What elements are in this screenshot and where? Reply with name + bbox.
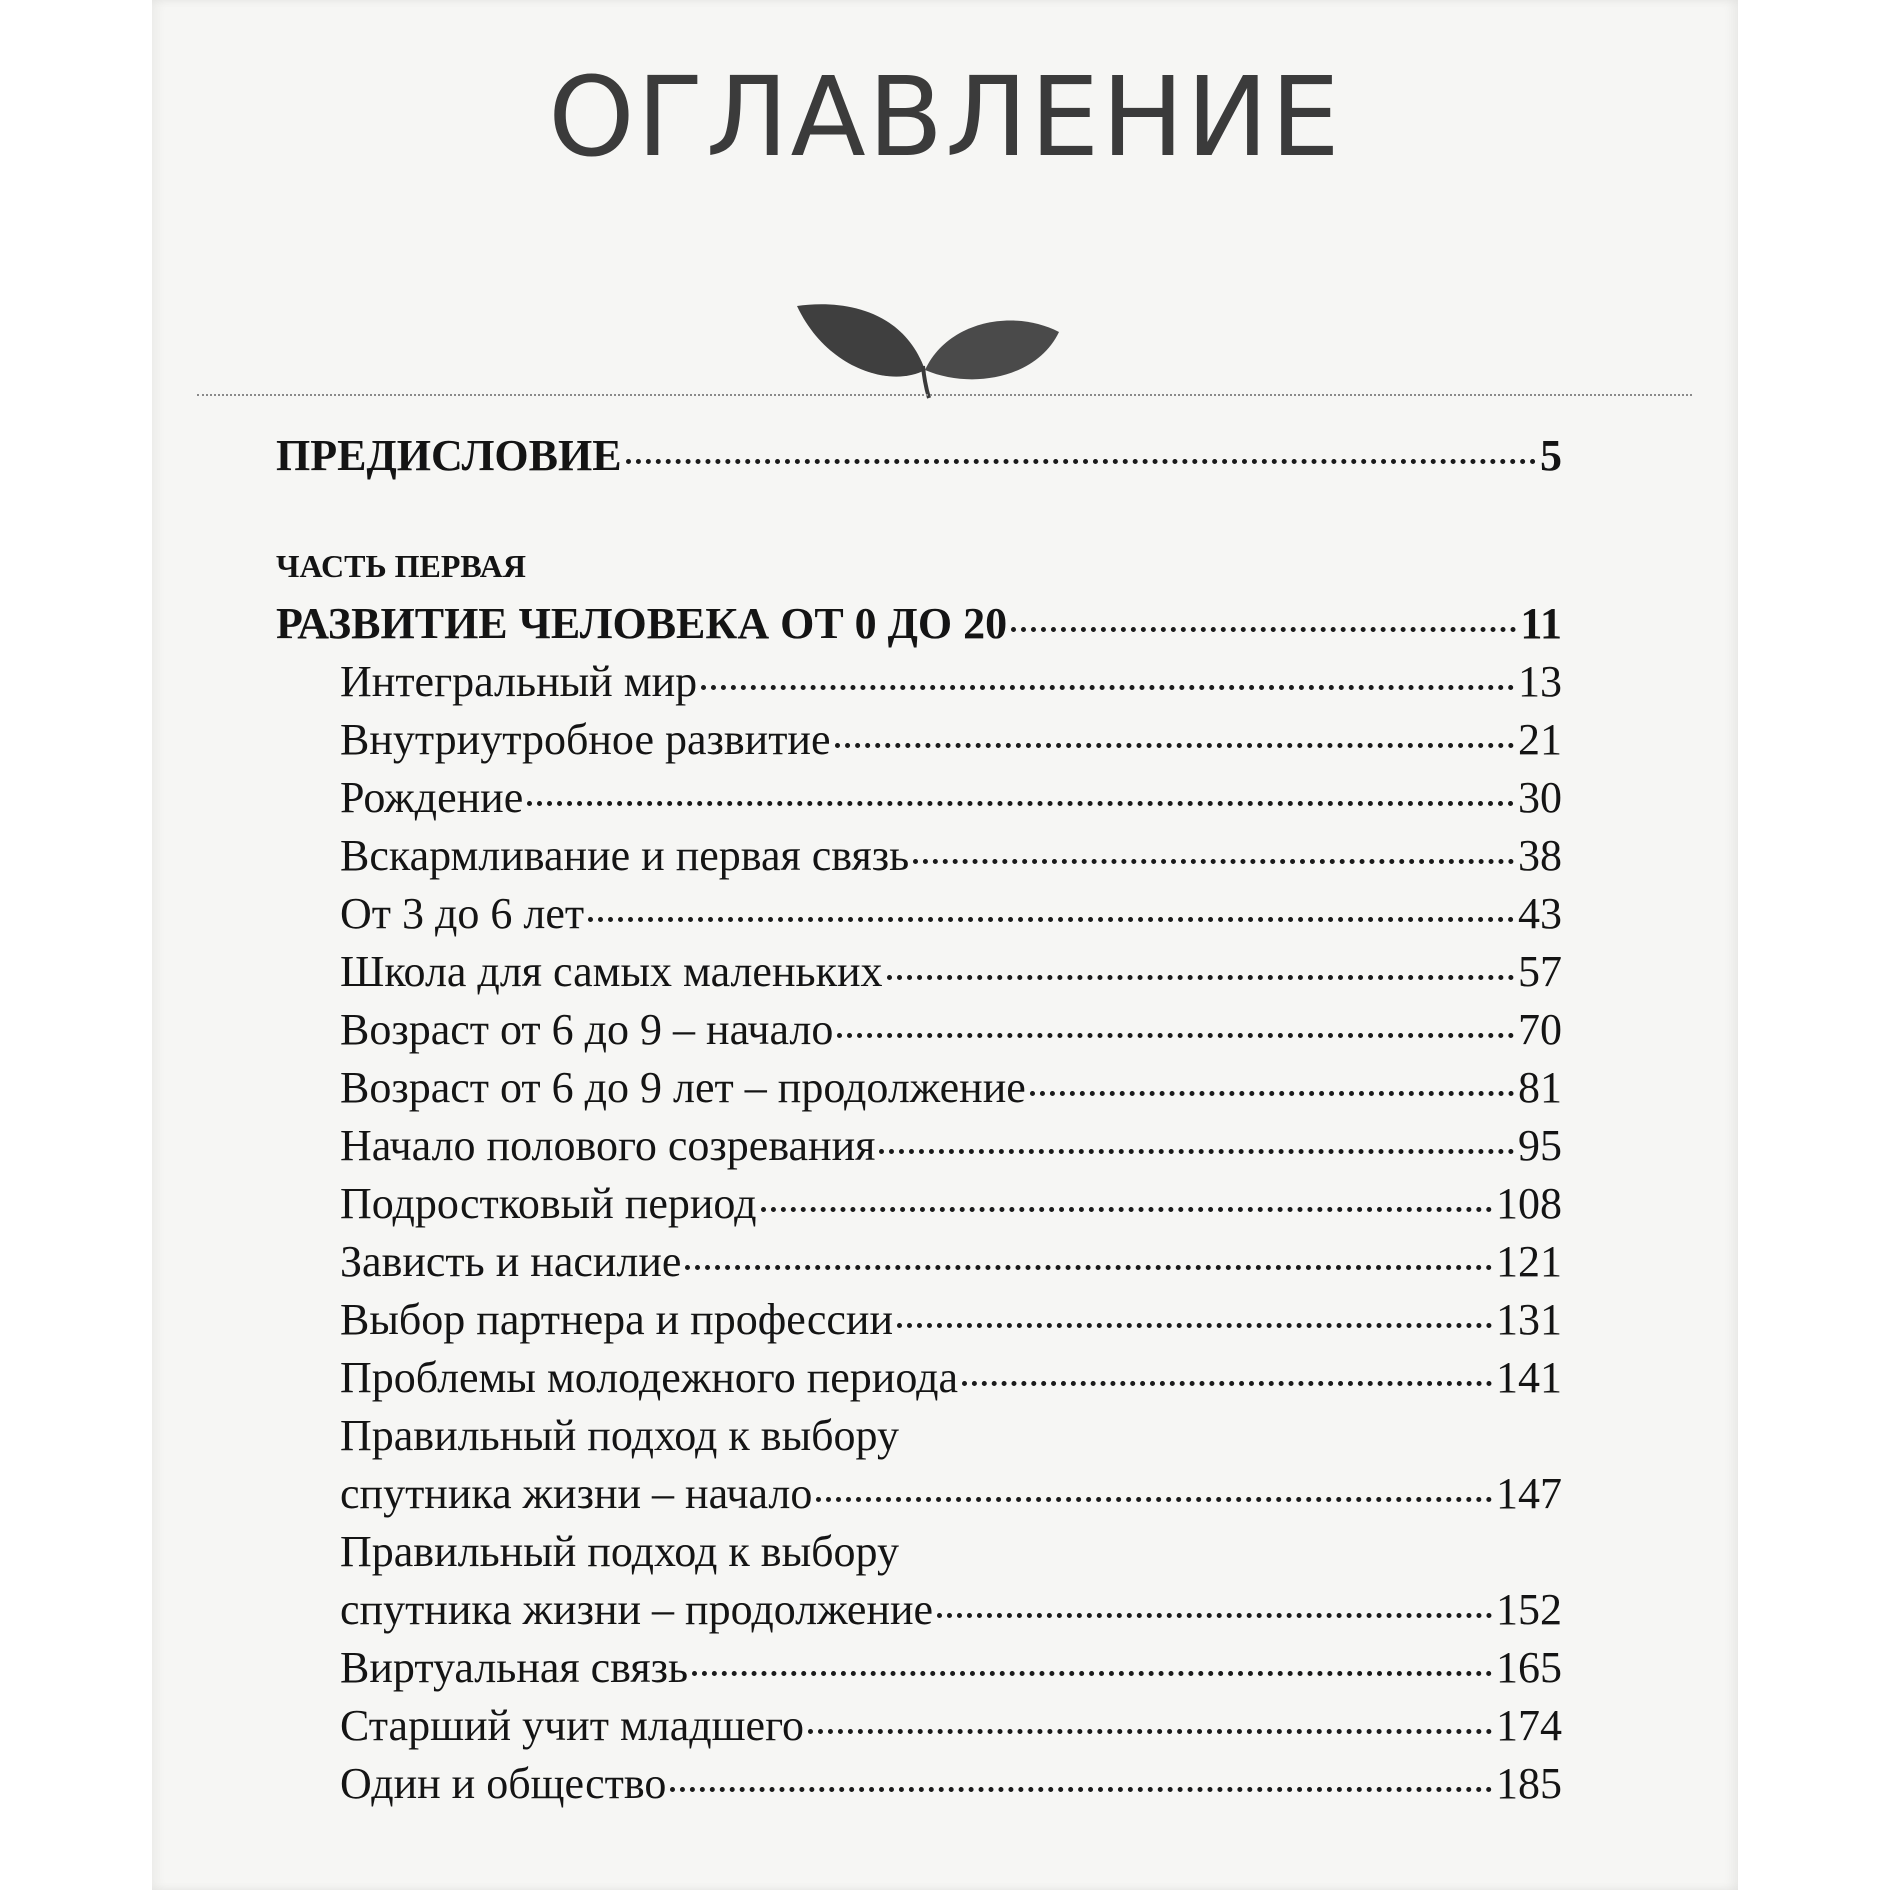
toc-entry-foreword[interactable]	[276, 430, 1562, 481]
toc-entry[interactable]	[340, 946, 1562, 997]
page-title: ОГЛАВЛЕНИЕ	[548, 53, 1342, 181]
part-label: ЧАСТЬ ПЕРВАЯ	[276, 548, 526, 584]
toc-entry[interactable]	[340, 1294, 1562, 1345]
dot-leader	[816, 1497, 1492, 1502]
toc-entry-label: Школа для самых маленьких	[340, 947, 883, 996]
dot-leader	[962, 1381, 1492, 1386]
dot-leader	[897, 1323, 1492, 1328]
toc-entry[interactable]	[340, 830, 1562, 881]
toc-entry-label: Возраст от 6 до 9 лет – продолжение	[340, 1063, 1026, 1112]
section-divider	[197, 394, 1692, 396]
book-page	[152, 0, 1738, 1890]
toc-entry[interactable]	[340, 714, 1562, 765]
toc-entry-part-title[interactable]	[276, 598, 1562, 649]
toc-entry-label: спутника жизни – начало	[340, 1469, 813, 1518]
toc-entry-page: 121	[1496, 1237, 1562, 1286]
toc-entry[interactable]	[340, 772, 1562, 823]
dot-leader	[588, 917, 1514, 922]
toc-entry-page: 131	[1496, 1295, 1562, 1344]
toc-entry-label: ПРЕДИСЛОВИЕ	[276, 431, 622, 480]
toc-entry-page: 38	[1518, 831, 1562, 880]
toc-entry-page: 165	[1496, 1643, 1562, 1692]
dot-leader	[808, 1729, 1492, 1734]
toc-entry-label: Интегральный мир	[340, 657, 698, 706]
toc-entry-label: спутника жизни – продолжение	[340, 1585, 934, 1634]
dot-leader	[1030, 1091, 1514, 1096]
toc-entry-page: 147	[1496, 1469, 1562, 1518]
toc-entry-label: Один и общество	[340, 1759, 667, 1808]
toc-entry-page: 5	[1540, 431, 1562, 480]
dot-leader	[913, 859, 1514, 864]
toc-entry-label: Внутриутробное развитие	[340, 715, 831, 764]
toc-entry[interactable]	[340, 1062, 1562, 1113]
toc-entry[interactable]	[340, 1236, 1562, 1287]
toc-entry-label: Начало полового созревания	[340, 1121, 876, 1170]
toc-entry[interactable]	[340, 1584, 1562, 1635]
dot-leader	[692, 1671, 1492, 1676]
toc-entry[interactable]	[340, 888, 1562, 939]
toc-entry-label-line1: Правильный подход к выбору	[340, 1527, 899, 1576]
toc-entry[interactable]	[340, 1178, 1562, 1229]
toc-entry-page: 185	[1496, 1759, 1562, 1808]
dot-leader	[879, 1149, 1514, 1154]
toc-entry-page: 81	[1518, 1063, 1562, 1112]
toc-entry-page: 152	[1496, 1585, 1562, 1634]
toc-entry-page: 11	[1520, 599, 1562, 648]
toc-entry-page: 95	[1518, 1121, 1562, 1170]
dot-leader	[837, 1033, 1514, 1038]
toc-entry-page: 13	[1518, 657, 1562, 706]
dot-leader	[701, 685, 1514, 690]
dot-leader	[887, 975, 1514, 980]
toc-entry-page: 108	[1496, 1179, 1562, 1228]
toc-entry-label: Вскармливание и первая связь	[340, 831, 910, 880]
toc-entry[interactable]	[340, 1642, 1562, 1693]
toc-entry-label: Зависть и насилие	[340, 1237, 682, 1286]
toc-entry[interactable]	[340, 1758, 1562, 1809]
toc-entry-page: 70	[1518, 1005, 1562, 1054]
toc-entry-label: Возраст от 6 до 9 – начало	[340, 1005, 834, 1054]
dot-leader	[626, 459, 1536, 464]
toc-entry-label: РАЗВИТИЕ ЧЕЛОВЕКА ОТ 0 ДО 20	[276, 599, 1008, 648]
toc-entry-label: Выбор партнера и профессии	[340, 1295, 894, 1344]
toc-entry[interactable]	[340, 1004, 1562, 1055]
dot-leader	[937, 1613, 1492, 1618]
toc-entry-label: От 3 до 6 лет	[340, 889, 585, 938]
toc-entry-label: Подростковый период	[340, 1179, 757, 1228]
toc-entry-label: Виртуальная связь	[340, 1643, 689, 1692]
dot-leader	[527, 801, 1514, 806]
toc-entry-label: Рождение	[340, 773, 524, 822]
toc-entry-label: Проблемы молодежного периода	[340, 1353, 958, 1402]
toc-entry[interactable]	[340, 1700, 1562, 1751]
toc-entry-label-line1: Правильный подход к выбору	[340, 1411, 899, 1460]
toc-entry-label: Старший учит младшего	[340, 1701, 805, 1750]
leaf-ornament-icon	[797, 300, 1059, 400]
dot-leader	[1011, 627, 1516, 632]
toc-entry-page: 21	[1518, 715, 1562, 764]
toc-entry-page: 57	[1518, 947, 1562, 996]
toc-entry-page: 141	[1496, 1353, 1562, 1402]
dot-leader	[685, 1265, 1492, 1270]
dot-leader	[761, 1207, 1492, 1212]
toc-entry[interactable]	[340, 1352, 1562, 1403]
dot-leader	[835, 743, 1514, 748]
toc-entry[interactable]	[340, 1468, 1562, 1519]
toc-entry-page: 30	[1518, 773, 1562, 822]
toc-entry-page: 43	[1518, 889, 1562, 938]
toc-entry[interactable]	[340, 1120, 1562, 1171]
dot-leader	[670, 1787, 1492, 1792]
toc-entry-page: 174	[1496, 1701, 1562, 1750]
toc-entry[interactable]	[340, 656, 1562, 707]
